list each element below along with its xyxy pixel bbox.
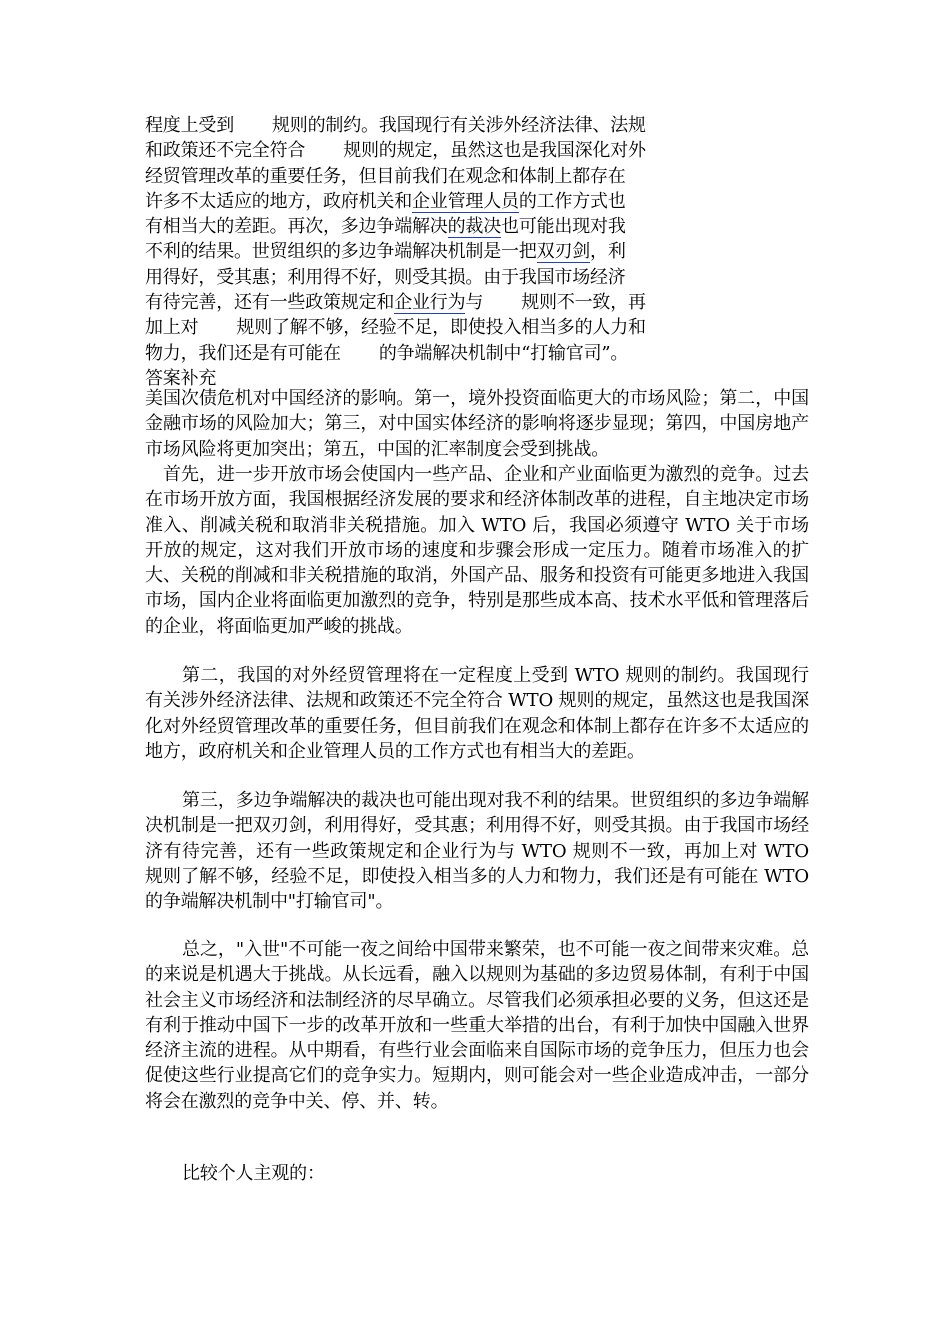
text-fragment: 的工作方式也 — [518, 190, 626, 212]
first-paragraph-block — [145, 462, 809, 639]
text-fragment: 与 — [465, 292, 484, 314]
text-line — [145, 189, 685, 214]
summary-paragraph-block — [145, 937, 809, 1114]
text-line — [145, 214, 685, 239]
text-fragment: 有相当大的差距。再次，多边争端解决 — [145, 216, 448, 238]
paragraph-third: 第三，多边争端解决的裁决也可能出现对我不利的结果。世贸组织的多边争端解决机制是一把双刃剑，利用得好，受其惠；利用得不好，则受其损。由于我国市场经济有待完善，还有一些政策规定和企业行为与 WTO 规则不一致，再加上对 WTO 规则了解不够，经验不足，即使投入相当多的人力和物力，我们还是有可能在 WTO 的争端解决机制中"打输官司"。 — [145, 790, 809, 913]
hyperlink-double-edged-sword[interactable]: 双刃剑 — [536, 241, 591, 263]
narrow-answer-block — [145, 113, 685, 391]
text-fragment: 和政策还不完全符合 — [145, 140, 306, 162]
paragraph-first: 首先，进一步开放市场会使国内一些产品、企业和产业面临更为激烈的竞争。过去在市场开放方面，我国根据经济发展的要求和经济体制改革的进程，自主地决定市场准入、削减关税和取消非关税措施。加入 WTO 后，我国必须遵守 WTO 关于市场开放的规定，这对我们开放市场的速度和步骤会形成一定压力。随着市场准入的扩大、关税的削减和非关税措施的取消，外国产品、服务和投资有可能更多地进入我国市场，国内企业将面临更加激烈的竞争，特别是那些成本高、技术水平低和管理落后的企业，将面临更加严峻的挑战。 — [145, 464, 809, 637]
text-line — [145, 239, 685, 264]
text-line — [145, 315, 685, 340]
text-fragment: 许多不太适应的地方，政府机关和 — [145, 190, 412, 212]
text-line — [145, 113, 685, 138]
text-fragment: ，利 — [590, 241, 626, 263]
text-fragment: 有待完善，还有一些政策规定和 — [145, 292, 395, 314]
text-fragment: 程度上受到 — [145, 115, 234, 136]
text-fragment: 不利的结果。世贸组织的多边争端解决机制是一把 — [145, 241, 537, 263]
text-fragment: 规则的规定，虽然这也是我国深化对外 — [343, 140, 646, 162]
answer-supplement-heading: 答案补充 — [145, 367, 217, 389]
hyperlink-enterprise-managers[interactable]: 企业管理人员 — [412, 190, 519, 212]
paragraph-subprime-crisis: 美国次债危机对中国经济的影响。第一，境外投资面临更大的市场风险；第二，中国金融市场的风险加大；第三，对中国实体经济的影响将逐步显现；第四，中国房地产市场风险将更加突出；第五，中国的汇率制度会受到挑战。 — [145, 388, 809, 460]
text-line — [145, 290, 685, 315]
text-fragment: 规则了解不够，经验不足，即使投入相当多的人力和 — [236, 317, 646, 339]
text-fragment: 加上对 — [145, 317, 199, 339]
text-fragment: 也可能出现对我 — [501, 216, 626, 238]
personal-view-block — [145, 1161, 809, 1186]
crisis-paragraph-block — [145, 386, 809, 462]
hyperlink-enterprise-behavior[interactable]: 企业行为 — [394, 292, 466, 314]
second-paragraph-block — [145, 663, 809, 764]
paragraph-summary: 总之，"入世"不可能一夜之间给中国带来繁荣，也不可能一夜之间带来灾难。总的来说是机遇大于挑战。从长远看，融入以规则为基础的多边贸易体制，有利于中国社会主义市场经济和法制经济的尽早确立。尽管我们必须承担必要的义务，但这还是有利于推动中国下一步的改革开放和一些重大举措的出台，有利于加快中国融入世界经济主流的进程。从中期看，有些行业会面临来自国际市场的竞争压力，但压力也会促使这些行业提高它们的竞争实力。短期内，则可能会对一些企业造成冲击，一部分将会在激烈的竞争中关、停、并、转。 — [145, 939, 809, 1112]
text-fragment: 规则不一致，再 — [521, 292, 646, 314]
text-fragment: 的争端解决机制中“打输官司”。 — [378, 342, 629, 364]
paragraph-second: 第二，我国的对外经贸管理将在一定程度上受到 WTO 规则的制约。我国现行有关涉外经济法律、法规和政策还不完全符合 WTO 规则的规定，虽然这也是我国深化对外经贸管理改革的重要任务，但目前我们在观念和体制上都存在许多不太适应的地方，政府机关和企业管理人员的工作方式也有相当大的差距。 — [145, 665, 809, 762]
text-line: 用得好，受其惠；利用得不好，则受其损。由于我国市场经济 — [145, 266, 626, 288]
paragraph-personal-view: 比较个人主观的： — [182, 1163, 325, 1184]
text-fragment: 物力，我们还是有可能在 — [145, 342, 341, 364]
text-line — [145, 138, 685, 163]
text-line: 经贸管理改革的重要任务，但目前我们在观念和体制上都存在 — [145, 165, 626, 187]
hyperlink-ruling[interactable]: 的裁决 — [447, 216, 502, 238]
text-line — [145, 341, 685, 366]
text-fragment: 规则的制约。我国现行有关涉外经济法律、法规 — [272, 115, 646, 136]
third-paragraph-block — [145, 788, 809, 914]
